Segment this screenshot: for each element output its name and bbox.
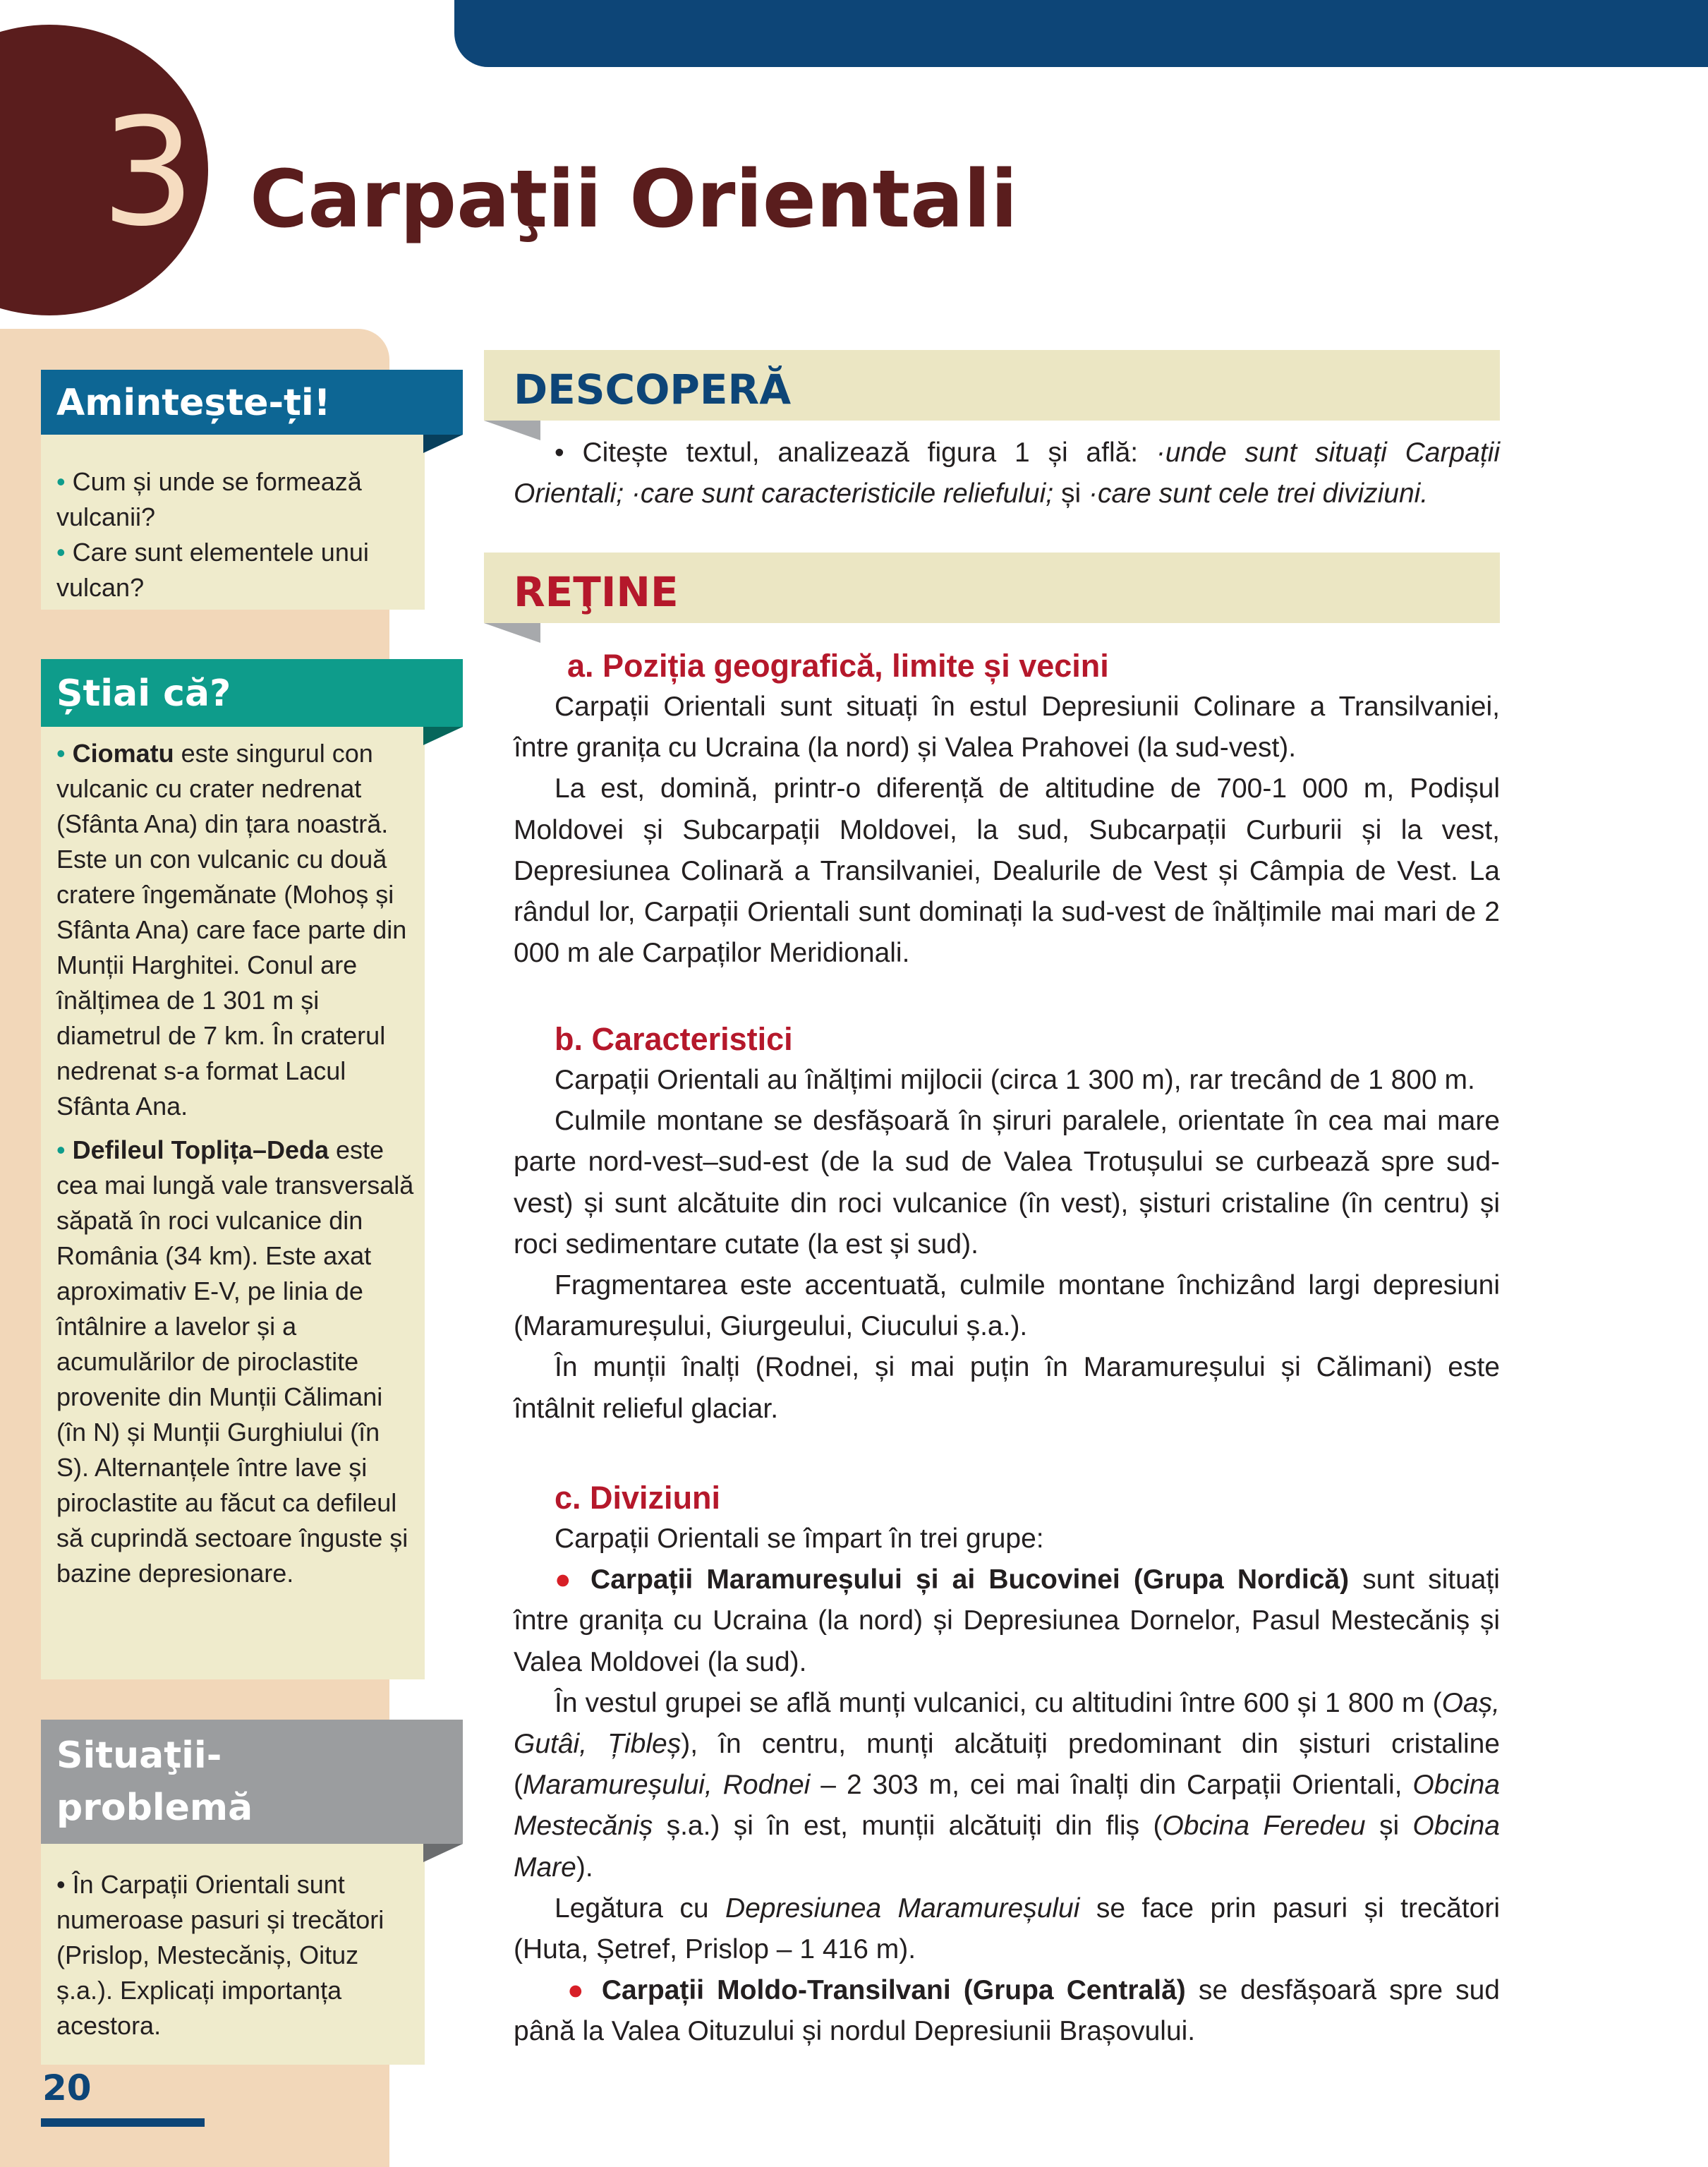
heading-fold	[423, 1844, 463, 1862]
aminteste-heading: Amintește-ți!	[41, 370, 463, 435]
page-number: 20	[42, 2068, 92, 2108]
group-centrala: ● Carpații Moldo-Transilvani (Grupa Centrală) se desfășoară spre sud până la Valea Oituzului și nordul Depresiunii Brașovului.	[514, 1975, 1500, 2047]
page-number-underline	[41, 2118, 205, 2127]
stiai-text	[56, 736, 416, 1591]
retine-section-b: b. Caracteristici Carpații Orientali au înălțimi mijlocii (circa 1 300 m), rar trecând de 1 800 m. Culmile montane se desfășoară în șiruri paralele, orientate în cea mai mare parte nord-vest–sud-est (de la sud de Valea Trotușului se curbează spre sud-vest) și sunt alcătuite din roci vulcanice (în vest), șisturi cristaline (în centru) și roci sedimentare cutate (la est și sud). Fragmentarea este accentuată, culmile montane închizând largi depresiuni (Maramureșului, Giurgeului, Ciucului ș.a.). În munții înalți (Rodnei, și mai puțin în Maramureșului și Călimani) este întâlnit relieful glaciar.	[514, 1019, 1500, 1430]
red-bullet-icon: ●	[567, 1975, 602, 2006]
retine-heading: REŢINE	[484, 553, 1500, 623]
bullet-icon: •	[56, 467, 73, 496]
chapter-title: Carpaţii Orientali	[250, 154, 1018, 246]
aminteste-text	[56, 464, 416, 605]
descopera-text: • Citește textul, analizează figura 1 și află: ·unde sunt situați Carpații Orientali; ·care sunt caracteristicile reliefului; și ·care sunt cele trei diviziuni.	[514, 437, 1500, 509]
bullet-icon: •	[56, 739, 73, 768]
heading-fold	[484, 623, 540, 643]
red-bullet-icon: ●	[555, 1564, 591, 1595]
bullet-icon: •	[56, 1870, 73, 1899]
section-c-title: c. Diviziuni	[555, 1480, 721, 1516]
situatii-heading: Situaţii- problemă	[41, 1720, 463, 1844]
aminteste-question: • Care sunt elementele unui vulcan?	[56, 538, 369, 602]
chapter-number: 3	[101, 86, 195, 259]
stiai-fact: • Ciomatu este singurul con vulcanic cu crater nedrenat (Sfânta Ana) din țara noastră. Este un con vulcanic cu două cratere îngemănate (Mohoș și Sfânta Ana) care face parte din Munții Harghitei. Conul are înălțimea de 1 301 m și diametrul de 7 km. În craterul nedrenat s-a format Lacul Sfânta Ana.	[56, 739, 407, 1121]
descopera-heading: DESCOPERĂ	[484, 350, 1500, 421]
stiai-fact: • Defileul Toplița–Deda este cea mai lungă vale transversală săpată în roci vulcanice din România (34 km). Este axat aproximativ E-V, pe linia de întâlnire a lavelor și a acumulărilor de piroclastite provenite din Munții Călimani (în N) și Munții Gurghiului (în S). Alternanțele între lave și piroclastite au făcut ca defileul să cuprindă sectoare înguste și bazine depresionare.	[56, 1135, 414, 1588]
group-nordica: ● Carpații Maramureșului și ai Bucovinei (Grupa Nordică) sunt situați între granița cu Ucraina (la nord) și Depresiunea Dornelor, Pasul Mestecăniș și Valea Moldovei (la sud).	[514, 1564, 1500, 1677]
bullet-icon: •	[56, 1135, 73, 1164]
retine-section-a: a. Poziția geografică, limite și vecini Carpații Orientali sunt situați în estul Depresiunii Colinare a Transilvaniei, între granița cu Ucraina (la nord) și Valea Prahovei (la sud-vest). La est, domină, printr-o diferență de altitudine de 700-1 000 m, Podișul Moldovei și Subcarpații Moldovei, la sud, Subcarpații Curburii și la vest, Depresiunea Colinară a Transilvaniei, Dealurile de Vest și Câmpia de Vest. La rândul lor, Carpații Orientali sunt dominați la sud-vest de înălțimile mai mari de 2 000 m ale Carpaților Meridionali.	[514, 646, 1500, 974]
bullet-icon: •	[56, 538, 73, 567]
section-a-title: a. Poziția geografică, limite și vecini	[567, 648, 1109, 684]
heading-fold	[423, 435, 463, 453]
stiai-heading: Știai că?	[41, 659, 463, 727]
aminteste-question: • Cum și unde se formează vulcanii?	[56, 467, 362, 531]
retine-section-c: c. Diviziuni Carpații Orientali se împart în trei grupe: ● Carpații Maramureșului și ai Bucovinei (Grupa Nordică) sunt situați între granița cu Ucraina (la nord) și Depresiunea Dornelor, Pasul Mestecăniș și Valea Moldovei (la sud). În vestul grupei se află munți vulcanici, cu altitudini între 600 și 1 800 m (Oaș, Gutâi, Țibleș), în centru, munți alcătuiți predominant din șisturi cristaline (Maramureșului, Rodnei – 2 303 m, cei mai înalți din Carpații Orientali, Obcina Mestecăniș ș.a.) și în est, munții alcătuiți din fliș (Obcina Feredeu și Obcina Mare). Legătura cu Depresiunea Maramureșului se face prin pasuri și trecători (Huta, Șetref, Prislop – 1 416 m). ● Carpații Moldo-Transilvani (Grupa Centrală) se desfășoară spre sud până la Valea Oituzului și nordul Depresiunii Brașovului.	[514, 1478, 1500, 2053]
situatii-text: • În Carpații Orientali sunt numeroase pasuri și trecători (Prislop, Mestecăniș, Oituz ș.a.). Explicați importanța acestora.	[56, 1870, 384, 2040]
section-b-title: b. Caracteristici	[555, 1021, 793, 1057]
header-bar	[454, 0, 1708, 67]
heading-fold	[423, 727, 463, 745]
